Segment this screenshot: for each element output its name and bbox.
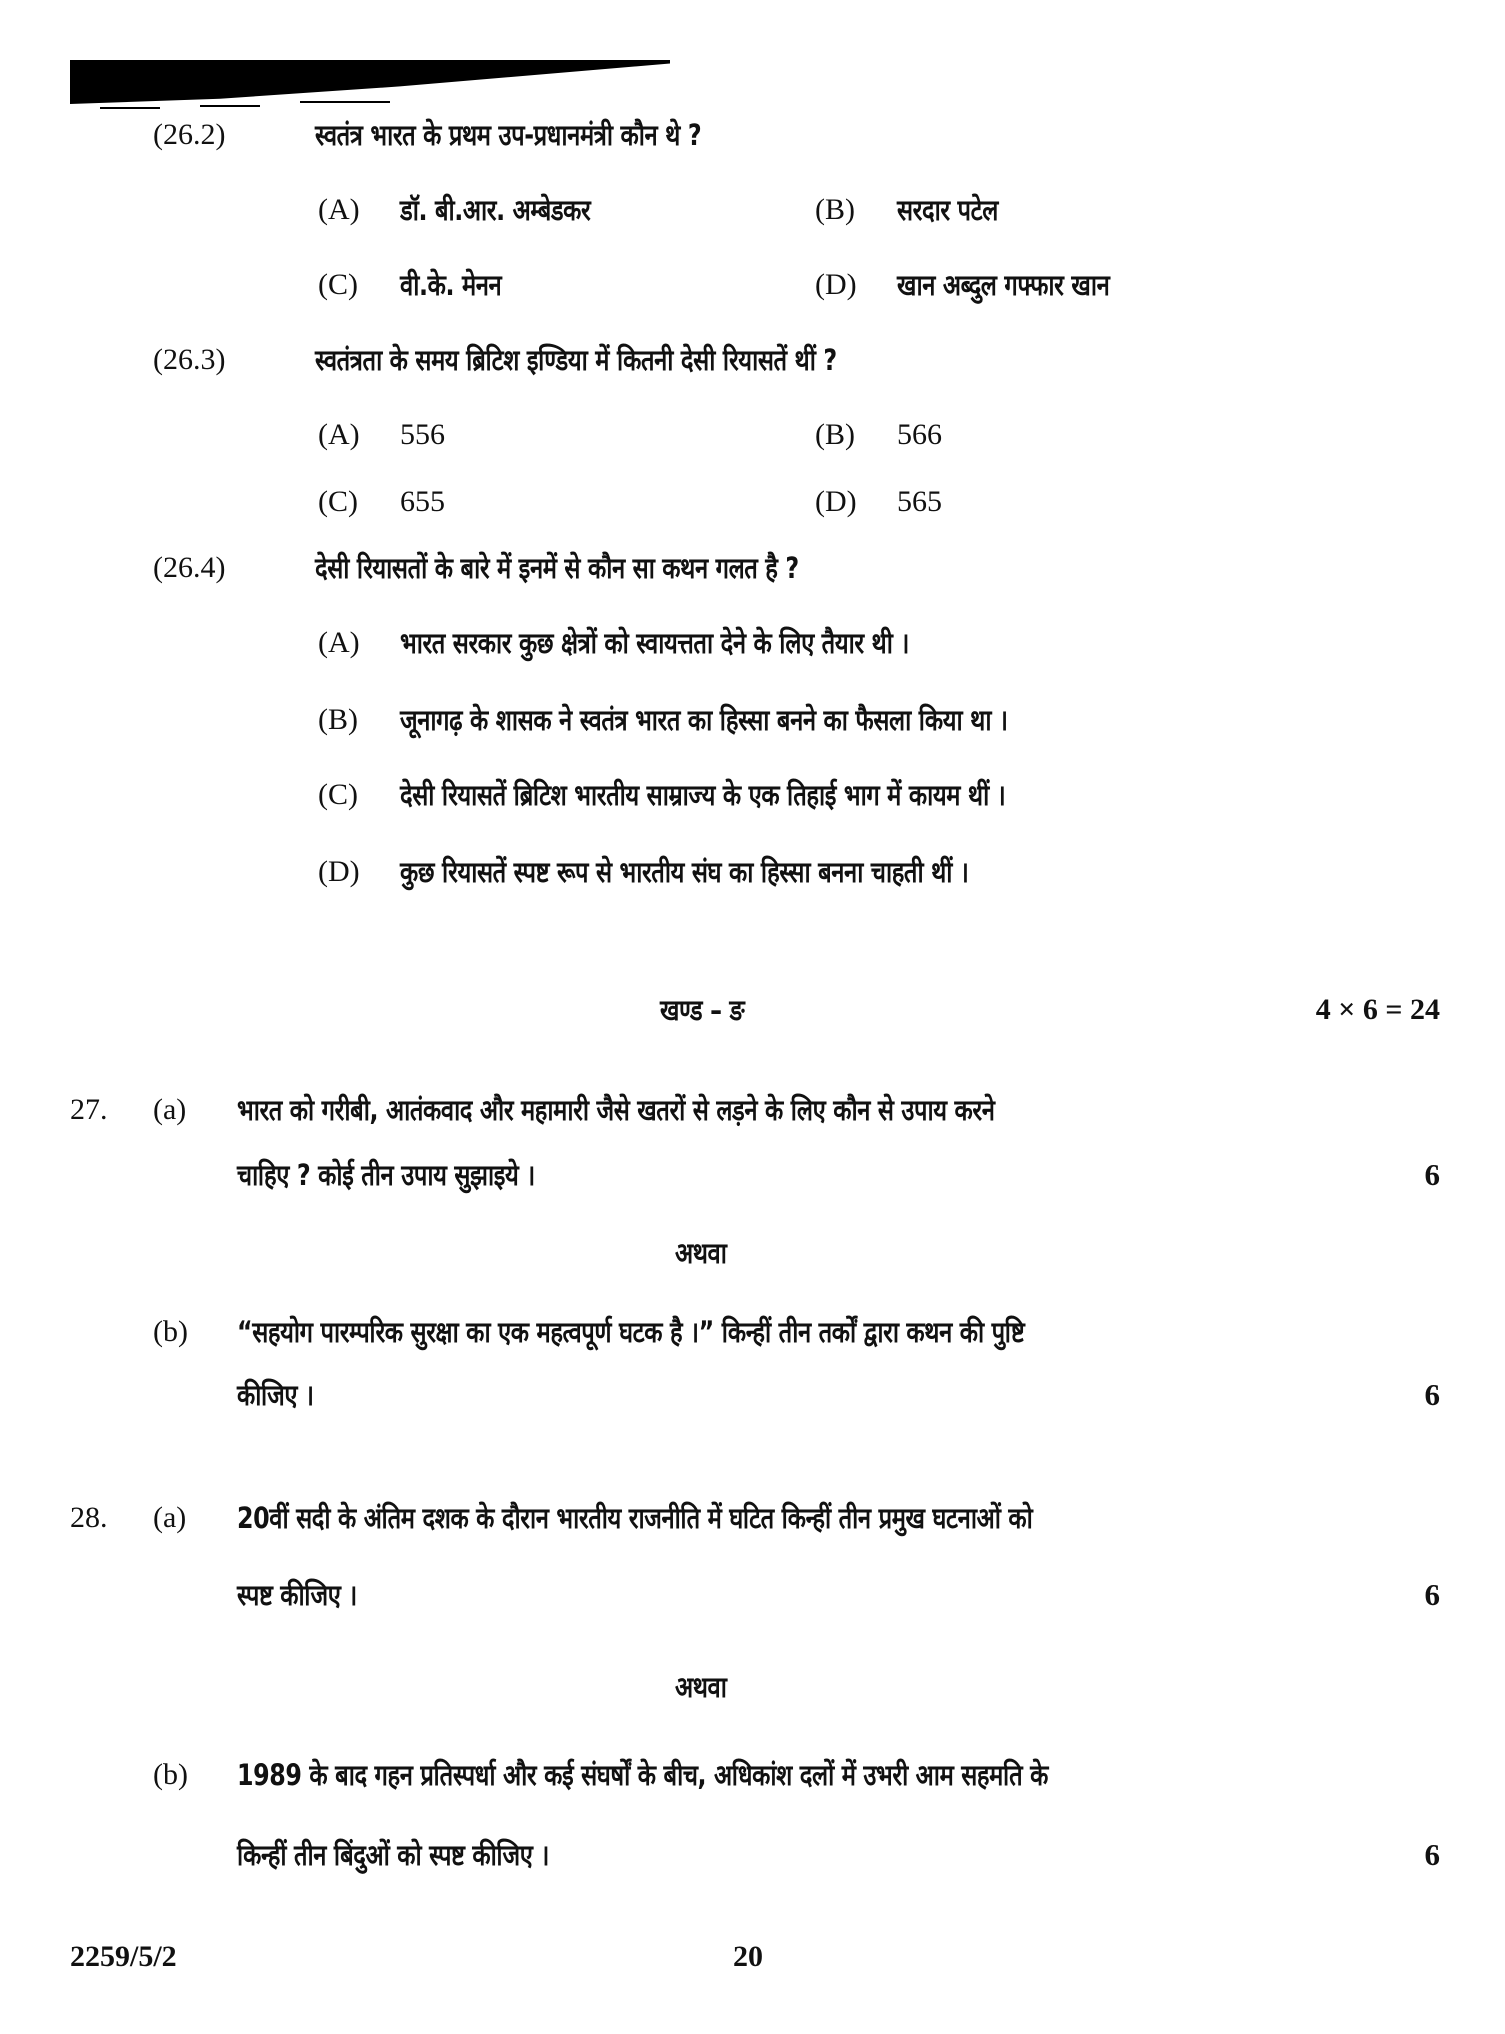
question-text: स्वतंत्र भारत के प्रथम उप-प्रधानमंत्री कौन थे ? xyxy=(315,118,702,152)
or-divider: अथवा xyxy=(675,1236,727,1270)
option-label-b: (B) xyxy=(815,418,855,451)
option-label-b: (B) xyxy=(318,703,358,736)
page-number: 20 xyxy=(733,1940,763,1973)
option-label-d: (D) xyxy=(815,268,857,301)
option-label-a: (A) xyxy=(318,193,360,226)
option-label-b: (B) xyxy=(815,193,855,226)
scan-artifact-line xyxy=(100,107,160,109)
scan-artifact-line xyxy=(300,101,390,103)
scan-artifact-band xyxy=(70,60,670,104)
question-text-line: “सहयोग पारम्परिक सुरक्षा का एक महत्वपूर्ण घटक है ।” किन्हीं तीन तर्कों द्वारा कथन की पुष्टि xyxy=(237,1315,1025,1349)
question-text: स्वतंत्रता के समय ब्रिटिश इण्डिया में कितनी देसी रियासतें थीं ? xyxy=(315,343,837,377)
option-text-a: 556 xyxy=(400,418,445,451)
part-label: (a) xyxy=(153,1501,187,1534)
or-divider: अथवा xyxy=(675,1670,727,1704)
option-text-a: डॉ. बी.आर. अम्बेडकर xyxy=(400,193,591,227)
option-text-d: खान अब्दुल गफ्फार खान xyxy=(897,268,1110,302)
question-number: 28. xyxy=(70,1501,108,1534)
option-label-a: (A) xyxy=(318,418,360,451)
part-label: (b) xyxy=(153,1758,188,1791)
question-text-line: 1989 के बाद गहन प्रतिस्पर्धा और कई संघर्षों के बीच, अधिकांश दलों में उभरी आम सहमति के xyxy=(237,1758,1048,1792)
option-label-d: (D) xyxy=(318,855,360,888)
question-text-line: किन्हीं तीन बिंदुओं को स्पष्ट कीजिए । xyxy=(237,1838,550,1872)
option-label-c: (C) xyxy=(318,268,358,301)
question-number: (26.3) xyxy=(153,343,226,376)
option-label-c: (C) xyxy=(318,485,358,518)
option-label-a: (A) xyxy=(318,626,360,659)
scan-artifact-line xyxy=(200,105,260,107)
question-text: देसी रियासतों के बारे में इनमें से कौन सा कथन गलत है ? xyxy=(315,551,799,585)
section-title: खण्ड – ङ xyxy=(660,993,745,1027)
question-text-line: भारत को गरीबी, आतंकवाद और महामारी जैसे खतरों से लड़ने के लिए कौन से उपाय करने xyxy=(237,1093,995,1127)
option-text-b: जूनागढ़ के शासक ने स्वतंत्र भारत का हिस्सा बनने का फैसला किया था । xyxy=(400,703,1008,737)
option-text-d: 565 xyxy=(897,485,942,518)
part-label: (b) xyxy=(153,1315,188,1348)
option-label-c: (C) xyxy=(318,778,358,811)
option-text-d: कुछ रियासतें स्पष्ट रूप से भारतीय संघ का हिस्सा बनना चाहती थीं । xyxy=(400,855,969,889)
option-text-c: 655 xyxy=(400,485,445,518)
question-text-line: कीजिए । xyxy=(237,1378,314,1412)
option-label-d: (D) xyxy=(815,485,857,518)
section-marks: 4 × 6 = 24 xyxy=(1315,993,1440,1026)
question-text-line: 20वीं सदी के अंतिम दशक के दौरान भारतीय राजनीति में घटित किन्हीं तीन प्रमुख घटनाओं को xyxy=(237,1501,1033,1535)
option-text-b: सरदार पटेल xyxy=(897,193,998,227)
marks: 6 xyxy=(1424,1837,1440,1872)
option-text-b: 566 xyxy=(897,418,942,451)
question-text-line: स्पष्ट कीजिए । xyxy=(237,1578,357,1612)
question-text-line: चाहिए ? कोई तीन उपाय सुझाइये । xyxy=(237,1158,535,1192)
option-text-c: वी.के. मेनन xyxy=(400,268,502,302)
option-text-a: भारत सरकार कुछ क्षेत्रों को स्वायत्तता देने के लिए तैयार थी । xyxy=(400,626,909,660)
question-number: 27. xyxy=(70,1093,108,1126)
part-label: (a) xyxy=(153,1093,187,1126)
question-number: (26.2) xyxy=(153,118,226,151)
paper-code: 2259/5/2 xyxy=(70,1940,177,1973)
marks: 6 xyxy=(1424,1377,1440,1412)
option-text-c: देसी रियासतें ब्रिटिश भारतीय साम्राज्य के एक तिहाई भाग में कायम थीं । xyxy=(400,778,1006,812)
marks: 6 xyxy=(1424,1157,1440,1192)
question-number: (26.4) xyxy=(153,551,226,584)
marks: 6 xyxy=(1424,1577,1440,1612)
